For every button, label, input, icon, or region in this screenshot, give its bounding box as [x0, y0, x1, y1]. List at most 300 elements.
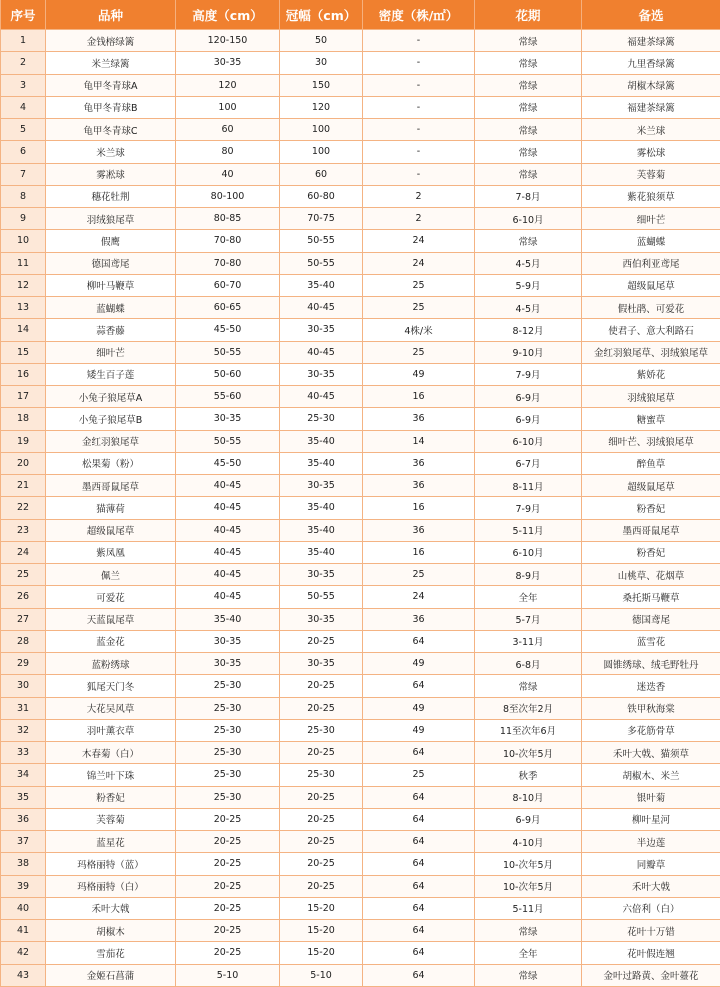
crown-cell: 15-20	[280, 920, 363, 942]
density-cell: 64	[363, 964, 475, 986]
variety-cell: 芙蓉菊	[46, 808, 176, 830]
crown-cell: 20-25	[280, 630, 363, 652]
seq-cell: 41	[1, 920, 46, 942]
table-row	[1, 697, 720, 719]
flowering-cell: 常绿	[475, 141, 582, 163]
flowering-cell: 8-9月	[475, 564, 582, 586]
flowering-cell: 4-5月	[475, 252, 582, 274]
variety-cell: 蓝星花	[46, 831, 176, 853]
crown-cell: 40-45	[280, 386, 363, 408]
density-cell: 49	[363, 697, 475, 719]
flowering-cell: 6-10月	[475, 430, 582, 452]
flowering-cell: 4-5月	[475, 297, 582, 319]
seq-cell: 34	[1, 764, 46, 786]
crown-cell: 30	[280, 52, 363, 74]
density-cell: 24	[363, 230, 475, 252]
alternatives-cell: 银叶菊	[582, 786, 720, 808]
density-cell: 36	[363, 408, 475, 430]
density-cell: 2	[363, 185, 475, 207]
alternatives-cell: 福建茶绿篱	[582, 96, 720, 118]
variety-cell: 紫凤凰	[46, 541, 176, 563]
alternatives-cell: 同瓣草	[582, 853, 720, 875]
seq-cell: 28	[1, 630, 46, 652]
seq-cell: 17	[1, 386, 46, 408]
density-cell: 64	[363, 630, 475, 652]
crown-cell: 150	[280, 74, 363, 96]
density-cell: 25	[363, 297, 475, 319]
alternatives-cell: 福建茶绿篱	[582, 30, 720, 52]
height-cell: 30-35	[176, 408, 280, 430]
height-cell: 25-30	[176, 786, 280, 808]
crown-cell: 20-25	[280, 808, 363, 830]
flowering-cell: 10-次年5月	[475, 742, 582, 764]
variety-cell: 锦兰叶下珠	[46, 764, 176, 786]
alternatives-cell: 紫花狼须草	[582, 185, 720, 207]
crown-cell: 30-35	[280, 363, 363, 385]
flowering-cell: 8-11月	[475, 475, 582, 497]
table-row	[1, 942, 720, 964]
seq-cell: 10	[1, 230, 46, 252]
variety-cell: 金姬石菖蒲	[46, 964, 176, 986]
alternatives-cell: 墨西哥鼠尾草	[582, 519, 720, 541]
height-cell: 40-45	[176, 475, 280, 497]
crown-cell: 30-35	[280, 475, 363, 497]
alternatives-cell: 醉鱼草	[582, 452, 720, 474]
crown-cell: 30-35	[280, 608, 363, 630]
table-row	[1, 319, 720, 341]
flowering-cell: 6-7月	[475, 452, 582, 474]
flowering-cell: 8至次年2月	[475, 697, 582, 719]
alternatives-cell: 米兰球	[582, 119, 720, 141]
variety-cell: 雪茄花	[46, 942, 176, 964]
variety-cell: 羽叶薰衣草	[46, 719, 176, 741]
alternatives-cell: 铁甲秋海棠	[582, 697, 720, 719]
alternatives-cell: 禾叶大戟、猫须草	[582, 742, 720, 764]
table-row	[1, 74, 720, 96]
height-cell: 100	[176, 96, 280, 118]
table-row	[1, 719, 720, 741]
height-cell: 40-45	[176, 564, 280, 586]
flowering-cell: 常绿	[475, 920, 582, 942]
header-crown: 冠幅（cm）	[280, 0, 363, 30]
seq-cell: 26	[1, 586, 46, 608]
flowering-cell: 6-9月	[475, 408, 582, 430]
table-row	[1, 185, 720, 207]
seq-cell: 30	[1, 675, 46, 697]
density-cell: -	[363, 96, 475, 118]
alternatives-cell: 胡椒木、米兰	[582, 764, 720, 786]
crown-cell: 20-25	[280, 875, 363, 897]
height-cell: 30-35	[176, 630, 280, 652]
table-row	[1, 297, 720, 319]
variety-cell: 德国鸢尾	[46, 252, 176, 274]
table-row	[1, 831, 720, 853]
density-cell: 49	[363, 653, 475, 675]
variety-cell: 蓝粉绣球	[46, 653, 176, 675]
flowering-cell: 6-10月	[475, 208, 582, 230]
variety-cell: 胡椒木	[46, 920, 176, 942]
alternatives-cell: 使君子、意大利路石	[582, 319, 720, 341]
crown-cell: 20-25	[280, 675, 363, 697]
table-row	[1, 430, 720, 452]
crown-cell: 50-55	[280, 586, 363, 608]
crown-cell: 35-40	[280, 497, 363, 519]
crown-cell: 35-40	[280, 452, 363, 474]
density-cell: 64	[363, 808, 475, 830]
alternatives-cell: 蓝蝴蝶	[582, 230, 720, 252]
table-row	[1, 853, 720, 875]
seq-cell: 5	[1, 119, 46, 141]
density-cell: 25	[363, 274, 475, 296]
alternatives-cell: 胡椒木绿篱	[582, 74, 720, 96]
alternatives-cell: 山桃草、花烟草	[582, 564, 720, 586]
seq-cell: 7	[1, 163, 46, 185]
table-row	[1, 208, 720, 230]
height-cell: 20-25	[176, 875, 280, 897]
height-cell: 20-25	[176, 897, 280, 919]
density-cell: 4株/米	[363, 319, 475, 341]
table-row	[1, 742, 720, 764]
height-cell: 20-25	[176, 831, 280, 853]
variety-cell: 假鹰	[46, 230, 176, 252]
variety-cell: 蓝蝴蝶	[46, 297, 176, 319]
flowering-cell: 常绿	[475, 230, 582, 252]
density-cell: 24	[363, 252, 475, 274]
variety-cell: 米兰球	[46, 141, 176, 163]
flowering-cell: 常绿	[475, 119, 582, 141]
table-row	[1, 52, 720, 74]
density-cell: 64	[363, 875, 475, 897]
flowering-cell: 6-9月	[475, 808, 582, 830]
variety-cell: 细叶芒	[46, 341, 176, 363]
height-cell: 120-150	[176, 30, 280, 52]
alternatives-cell: 超级鼠尾草	[582, 274, 720, 296]
flowering-cell: 5-11月	[475, 519, 582, 541]
header-density: 密度（株/㎡）	[363, 0, 475, 30]
seq-cell: 3	[1, 74, 46, 96]
alternatives-cell: 花叶十万错	[582, 920, 720, 942]
alternatives-cell: 蓝雪花	[582, 630, 720, 652]
variety-cell: 龟甲冬青球C	[46, 119, 176, 141]
table-row	[1, 586, 720, 608]
table-row	[1, 608, 720, 630]
flowering-cell: 秋季	[475, 764, 582, 786]
height-cell: 25-30	[176, 697, 280, 719]
table-row	[1, 675, 720, 697]
height-cell: 70-80	[176, 252, 280, 274]
crown-cell: 25-30	[280, 408, 363, 430]
height-cell: 45-50	[176, 452, 280, 474]
seq-cell: 13	[1, 297, 46, 319]
variety-cell: 金红羽狼尾草	[46, 430, 176, 452]
alternatives-cell: 芙蓉菊	[582, 163, 720, 185]
alternatives-cell: 圆锥绣球、绒毛野牡丹	[582, 653, 720, 675]
alternatives-cell: 迷迭香	[582, 675, 720, 697]
density-cell: 64	[363, 831, 475, 853]
seq-cell: 20	[1, 452, 46, 474]
flowering-cell: 4-10月	[475, 831, 582, 853]
header-height: 高度（cm）	[176, 0, 280, 30]
seq-cell: 27	[1, 608, 46, 630]
density-cell: 49	[363, 363, 475, 385]
density-cell: 16	[363, 541, 475, 563]
seq-cell: 6	[1, 141, 46, 163]
variety-cell: 粉香妃	[46, 786, 176, 808]
variety-cell: 柳叶马鞭草	[46, 274, 176, 296]
flowering-cell: 10-次年5月	[475, 853, 582, 875]
flowering-cell: 常绿	[475, 96, 582, 118]
alternatives-cell: 雾松球	[582, 141, 720, 163]
table-row	[1, 408, 720, 430]
variety-cell: 龟甲冬青球A	[46, 74, 176, 96]
density-cell: -	[363, 52, 475, 74]
flowering-cell: 8-12月	[475, 319, 582, 341]
seq-cell: 33	[1, 742, 46, 764]
table-row	[1, 897, 720, 919]
variety-cell: 木春菊（白）	[46, 742, 176, 764]
crown-cell: 20-25	[280, 697, 363, 719]
height-cell: 60-70	[176, 274, 280, 296]
seq-cell: 9	[1, 208, 46, 230]
crown-cell: 15-20	[280, 942, 363, 964]
crown-cell: 40-45	[280, 297, 363, 319]
flowering-cell: 5-7月	[475, 608, 582, 630]
flowering-cell: 5-11月	[475, 897, 582, 919]
flowering-cell: 5-9月	[475, 274, 582, 296]
crown-cell: 35-40	[280, 274, 363, 296]
flowering-cell: 6-10月	[475, 541, 582, 563]
flowering-cell: 10-次年5月	[475, 875, 582, 897]
height-cell: 20-25	[176, 808, 280, 830]
table-row	[1, 875, 720, 897]
flowering-cell: 常绿	[475, 675, 582, 697]
height-cell: 35-40	[176, 608, 280, 630]
density-cell: -	[363, 163, 475, 185]
table-header-row	[1, 0, 720, 30]
variety-cell: 穗花牡荆	[46, 185, 176, 207]
alternatives-cell: 糖蜜草	[582, 408, 720, 430]
density-cell: 25	[363, 341, 475, 363]
table-row	[1, 341, 720, 363]
seq-cell: 23	[1, 519, 46, 541]
variety-cell: 狐尾天门冬	[46, 675, 176, 697]
crown-cell: 20-25	[280, 831, 363, 853]
flowering-cell: 7-8月	[475, 185, 582, 207]
density-cell: 24	[363, 586, 475, 608]
height-cell: 30-35	[176, 52, 280, 74]
header-alternatives: 备选	[582, 0, 720, 30]
density-cell: 49	[363, 719, 475, 741]
alternatives-cell: 九里香绿篱	[582, 52, 720, 74]
variety-cell: 天蓝鼠尾草	[46, 608, 176, 630]
seq-cell: 2	[1, 52, 46, 74]
seq-cell: 16	[1, 363, 46, 385]
variety-cell: 蒜香藤	[46, 319, 176, 341]
crown-cell: 20-25	[280, 786, 363, 808]
crown-cell: 5-10	[280, 964, 363, 986]
height-cell: 5-10	[176, 964, 280, 986]
crown-cell: 50-55	[280, 230, 363, 252]
header-flowering: 花期	[475, 0, 582, 30]
height-cell: 80-85	[176, 208, 280, 230]
height-cell: 50-55	[176, 341, 280, 363]
height-cell: 55-60	[176, 386, 280, 408]
seq-cell: 8	[1, 185, 46, 207]
table-row	[1, 274, 720, 296]
seq-cell: 43	[1, 964, 46, 986]
height-cell: 60-65	[176, 297, 280, 319]
variety-cell: 龟甲冬青球B	[46, 96, 176, 118]
seq-cell: 14	[1, 319, 46, 341]
table-row	[1, 920, 720, 942]
alternatives-cell: 半边莲	[582, 831, 720, 853]
crown-cell: 15-20	[280, 897, 363, 919]
header-variety: 品种	[46, 0, 176, 30]
flowering-cell: 全年	[475, 942, 582, 964]
variety-cell: 可爱花	[46, 586, 176, 608]
density-cell: -	[363, 119, 475, 141]
density-cell: 64	[363, 675, 475, 697]
table-row	[1, 630, 720, 652]
table-row	[1, 964, 720, 986]
height-cell: 80-100	[176, 185, 280, 207]
density-cell: 64	[363, 942, 475, 964]
alternatives-cell: 柳叶星河	[582, 808, 720, 830]
crown-cell: 100	[280, 141, 363, 163]
seq-cell: 11	[1, 252, 46, 274]
flowering-cell: 8-10月	[475, 786, 582, 808]
alternatives-cell: 桑托斯马鞭草	[582, 586, 720, 608]
table-row	[1, 252, 720, 274]
table-row	[1, 230, 720, 252]
seq-cell: 39	[1, 875, 46, 897]
height-cell: 40-45	[176, 519, 280, 541]
height-cell: 20-25	[176, 853, 280, 875]
variety-cell: 蓝金花	[46, 630, 176, 652]
crown-cell: 35-40	[280, 519, 363, 541]
flowering-cell: 常绿	[475, 163, 582, 185]
height-cell: 25-30	[176, 742, 280, 764]
seq-cell: 12	[1, 274, 46, 296]
alternatives-cell: 粉香妃	[582, 541, 720, 563]
table-row	[1, 541, 720, 563]
table-row	[1, 119, 720, 141]
height-cell: 120	[176, 74, 280, 96]
header-seq: 序号	[1, 0, 46, 30]
height-cell: 25-30	[176, 764, 280, 786]
table-row	[1, 96, 720, 118]
alternatives-cell: 粉香妃	[582, 497, 720, 519]
crown-cell: 30-35	[280, 319, 363, 341]
alternatives-cell: 紫娇花	[582, 363, 720, 385]
alternatives-cell: 假杜鹃、可爱花	[582, 297, 720, 319]
variety-cell: 玛格丽特（蓝）	[46, 853, 176, 875]
alternatives-cell: 细叶芒、羽绒狼尾草	[582, 430, 720, 452]
height-cell: 50-60	[176, 363, 280, 385]
crown-cell: 70-75	[280, 208, 363, 230]
table-row	[1, 519, 720, 541]
height-cell: 40-45	[176, 586, 280, 608]
variety-cell: 禾叶大戟	[46, 897, 176, 919]
crown-cell: 35-40	[280, 430, 363, 452]
height-cell: 25-30	[176, 675, 280, 697]
table-row	[1, 30, 720, 52]
seq-cell: 4	[1, 96, 46, 118]
density-cell: 64	[363, 897, 475, 919]
height-cell: 40	[176, 163, 280, 185]
height-cell: 30-35	[176, 653, 280, 675]
height-cell: 40-45	[176, 541, 280, 563]
alternatives-cell: 西伯利亚鸢尾	[582, 252, 720, 274]
flowering-cell: 9-10月	[475, 341, 582, 363]
table-row	[1, 764, 720, 786]
alternatives-cell: 六倍利（白）	[582, 897, 720, 919]
variety-cell: 羽绒狼尾草	[46, 208, 176, 230]
flowering-cell: 常绿	[475, 30, 582, 52]
crown-cell: 25-30	[280, 764, 363, 786]
table-row	[1, 452, 720, 474]
table-row	[1, 475, 720, 497]
variety-cell: 松果菊（粉）	[46, 452, 176, 474]
alternatives-cell: 禾叶大戟	[582, 875, 720, 897]
variety-cell: 矮生百子莲	[46, 363, 176, 385]
seq-cell: 32	[1, 719, 46, 741]
crown-cell: 30-35	[280, 564, 363, 586]
flowering-cell: 常绿	[475, 52, 582, 74]
table-row	[1, 497, 720, 519]
table-row	[1, 786, 720, 808]
seq-cell: 29	[1, 653, 46, 675]
height-cell: 50-55	[176, 430, 280, 452]
height-cell: 60	[176, 119, 280, 141]
variety-cell: 墨西哥鼠尾草	[46, 475, 176, 497]
flowering-cell: 7-9月	[475, 497, 582, 519]
variety-cell: 米兰绿篱	[46, 52, 176, 74]
crown-cell: 30-35	[280, 653, 363, 675]
flowering-cell: 6-9月	[475, 386, 582, 408]
height-cell: 70-80	[176, 230, 280, 252]
density-cell: 2	[363, 208, 475, 230]
flowering-cell: 7-9月	[475, 363, 582, 385]
crown-cell: 60	[280, 163, 363, 185]
table-row	[1, 808, 720, 830]
density-cell: 64	[363, 853, 475, 875]
alternatives-cell: 花叶假连翘	[582, 942, 720, 964]
seq-cell: 31	[1, 697, 46, 719]
height-cell: 20-25	[176, 920, 280, 942]
crown-cell: 20-25	[280, 853, 363, 875]
density-cell: -	[363, 30, 475, 52]
flowering-cell: 常绿	[475, 74, 582, 96]
variety-cell: 雾凇球	[46, 163, 176, 185]
density-cell: 25	[363, 564, 475, 586]
table-row	[1, 653, 720, 675]
density-cell: 36	[363, 608, 475, 630]
seq-cell: 24	[1, 541, 46, 563]
density-cell: 16	[363, 497, 475, 519]
variety-cell: 猫薄荷	[46, 497, 176, 519]
height-cell: 40-45	[176, 497, 280, 519]
crown-cell: 40-45	[280, 341, 363, 363]
variety-cell: 小兔子狼尾草A	[46, 386, 176, 408]
variety-cell: 金钱榕绿篱	[46, 30, 176, 52]
density-cell: 64	[363, 786, 475, 808]
density-cell: 16	[363, 386, 475, 408]
alternatives-cell: 细叶芒	[582, 208, 720, 230]
flowering-cell: 3-11月	[475, 630, 582, 652]
flowering-cell: 6-8月	[475, 653, 582, 675]
crown-cell: 50	[280, 30, 363, 52]
